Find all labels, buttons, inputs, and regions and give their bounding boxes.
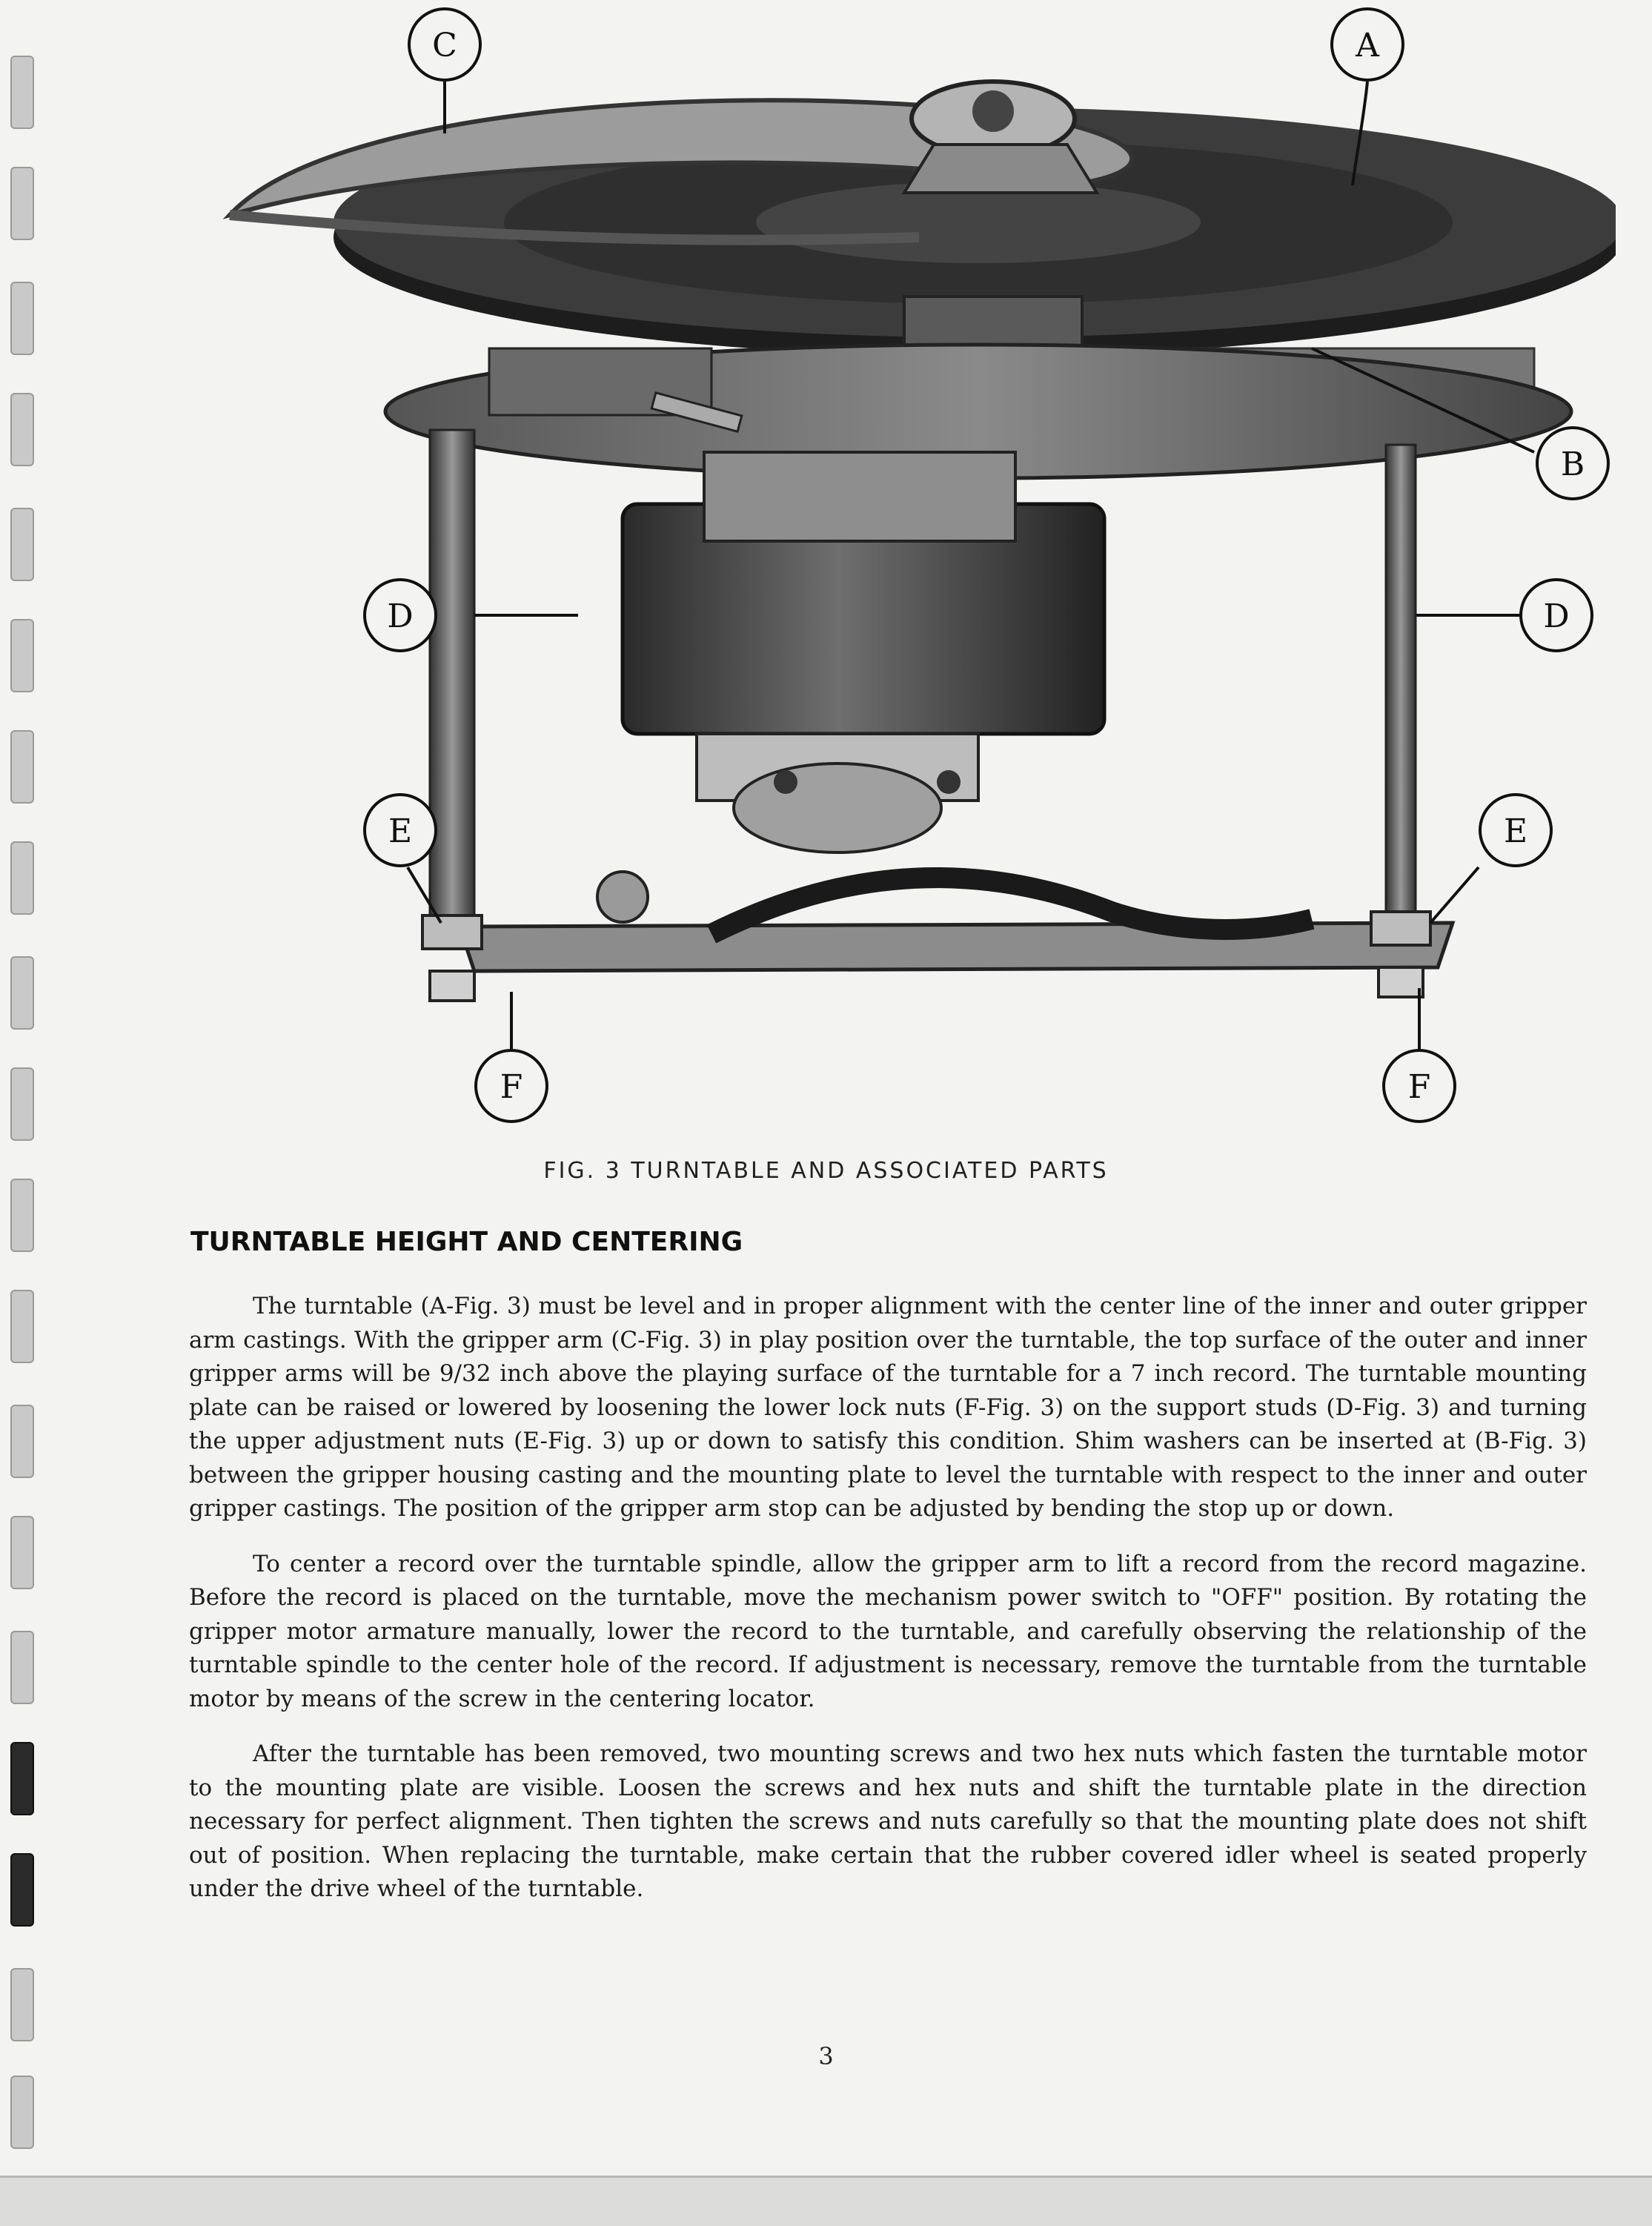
binding-hole <box>10 1405 34 1478</box>
binding-hole <box>10 1179 34 1252</box>
callout-d-right-label: D <box>1543 597 1570 635</box>
callout-c-label: C <box>432 27 457 64</box>
callout-d-right <box>1521 580 1592 651</box>
binding-hole <box>10 956 34 1030</box>
callout-f-right <box>1384 1050 1455 1122</box>
callout-b-label: B <box>1560 445 1585 483</box>
turntable-figure <box>178 0 1616 1142</box>
paragraph-alignment: After the turntable has been removed, two mounting screws and two hex nuts which fasten the turntable motor to the mounting plate are visible. Loosen the screws and hex nuts and shift the turntable plate in the direction necessary for perfect alignment. Then tighten the screws and nuts carefully so that the mounting plate does not shift out of position. When replacing the turntable, make certain that the rubber covered idler wheel is seated properly under the drive wheel of the turntable. <box>189 1740 1587 1902</box>
binding-hole <box>10 1290 34 1363</box>
binding-hole <box>10 619 34 692</box>
binding-hole <box>10 393 34 466</box>
page-number: 3 <box>818 2042 834 2070</box>
binding-hole <box>10 841 34 915</box>
section-heading: TURNTABLE HEIGHT AND CENTERING <box>190 1227 743 1257</box>
callout-f-right-label: F <box>1407 1068 1431 1106</box>
binding-hole <box>10 282 34 355</box>
binding-hole <box>10 1631 34 1704</box>
callout-a-label: A <box>1356 27 1379 64</box>
callout-b <box>1537 428 1608 499</box>
binding-hole <box>10 56 34 129</box>
binding-hole <box>10 1968 34 2041</box>
binding-holes <box>0 0 74 2187</box>
figure-caption: FIG. 3 TURNTABLE AND ASSOCIATED PARTS <box>543 1158 1109 1184</box>
section-body <box>189 1290 1587 1928</box>
callout-d-left-label: D <box>387 597 414 635</box>
base-bracket <box>460 872 1453 971</box>
callout-e-right-label: E <box>1503 812 1528 850</box>
binding-hole <box>10 1067 34 1141</box>
callout-d-left <box>365 580 436 651</box>
turntable-motor <box>623 452 1104 852</box>
callout-e-left-label: E <box>388 812 413 850</box>
binding-hole <box>10 167 34 240</box>
callout-e-left <box>365 795 436 866</box>
binding-hole <box>10 1742 34 1815</box>
binding-hole <box>10 2076 34 2149</box>
paragraph-height-adjustment: The turntable (A-Fig. 3) must be level and in proper alignment with the center line of the inner and outer gripper arm castings. With the gripper arm (C-Fig. 3) in play position over the turntable, the top surface of the outer and inner gripper arms will be 9/32 inch above the playing surface of the turntable for a 7 inch record. The turntable mounting plate can be raised or lowered by loosening the lower lock nuts (F-Fig. 3) on the support studs (D-Fig. 3) and turning the upper adjustment nuts (E-Fig. 3) up or down to satisfy this condition. Shim washers can be inserted at (B-Fig. 3) between the gripper housing casting and the mounting plate to level the turntable with respect to the inner and outer gripper castings. The position of the gripper arm stop can be adjusted by bending the stop up or down. <box>189 1293 1587 1522</box>
callout-f-left-label: F <box>500 1068 523 1106</box>
callout-f-left <box>476 1050 547 1122</box>
callout-e-right <box>1480 795 1551 866</box>
binding-hole <box>10 1516 34 1589</box>
page-bottom-edge <box>0 2176 1652 2226</box>
callout-c <box>409 9 480 80</box>
binding-hole <box>10 1853 34 1927</box>
binding-hole <box>10 730 34 804</box>
paragraph-centering: To center a record over the turntable spindle, allow the gripper arm to lift a record from the record magazine. Before the record is placed on the turntable, move the mechanism power switch to "OFF" position. By rotating the gripper motor armature manually, lower the record to the turntable, and carefully observing the relationship of the turntable spindle to the center hole of the record. If adjustment is necessary, remove the turntable from the turntable motor by means of the screw in the centering locator. <box>189 1550 1587 1712</box>
binding-hole <box>10 508 34 581</box>
callout-a <box>1332 9 1403 80</box>
